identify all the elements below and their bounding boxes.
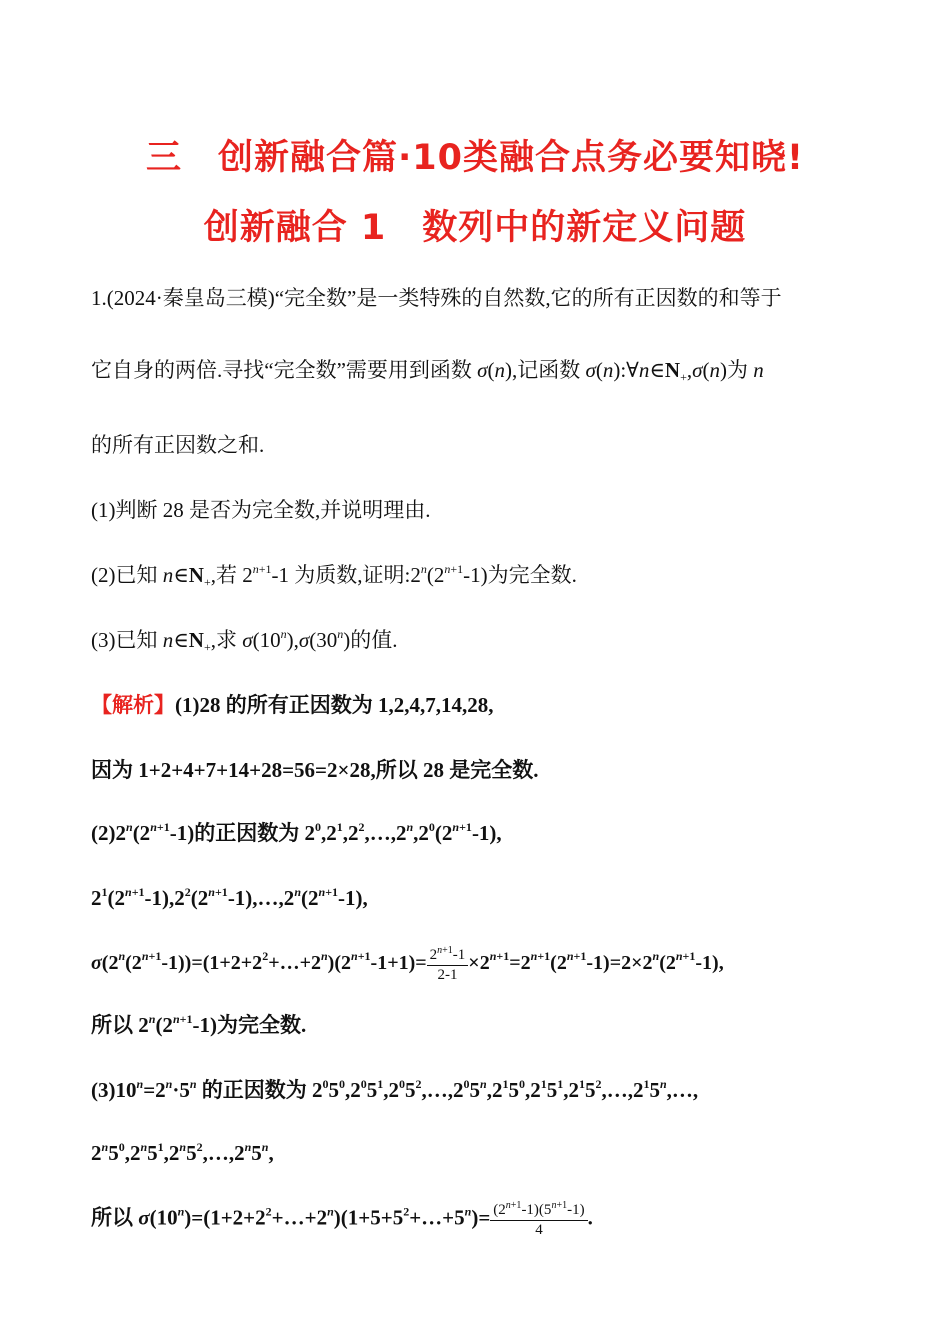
problem-line-3: 的所有正因数之和. bbox=[91, 433, 265, 457]
question-1: (1)判断 28 是否为完全数,并说明理由. bbox=[91, 498, 431, 522]
solution-line-3: $(2)2^n(2^{n+1}-1)$的正因数为 $2^0,2^1,2^2,\dots,2^n,2^0(2^{n+1}-1)$, bbox=[91, 820, 502, 845]
solution-line-1: 【解析】(1)28 的所有正因数为 1,2,4,7,14,28, bbox=[91, 693, 494, 717]
solution-line-5: $\sigma(2^n(2^{n+1}-1))=(1+2+2^2+\dots+2^n)(2^{n+1}-1+1)=$ $\frac{2^{n+1}-1}{2-1}$ $\times 2^{n+1}=2^{n+1}(2^{n+1}-1)=2\times 2^n(2^{n+1}-1)$, bbox=[91, 945, 724, 983]
solution-tag: 【解析】 bbox=[91, 693, 175, 717]
solution-line-4: $2^1(2^{n+1}-1),2^2(2^{n+1}-1),\dots,2^n(2^{n+1}-1)$, bbox=[91, 885, 368, 910]
problem-line-1: 1.(2024·秦皇岛三模)“完全数”是一类特殊的自然数,它的所有正因数的和等于 bbox=[91, 286, 782, 310]
problem-line-2: 它自身的两倍.寻找“完全数”需要用到函数 σ(n),记函数 $\sigma(n):\forall n\in N_+,\sigma(n)$为 n bbox=[91, 358, 764, 384]
section-heading: 三 创新融合篇·10类融合点务必要知晓! bbox=[146, 138, 804, 178]
fraction: $\frac{2^{n+1}-1}{2-1}$ bbox=[427, 945, 469, 984]
solution-line-7: $(3)10^n=2^n\cdot 5^n$ 的正因数为 $2^05^0,2^05^1,2^05^2,\dots,2^05^n,2^15^0,2^15^1,2^15^2,\dots,2^15^n,\dots$, bbox=[91, 1077, 699, 1102]
fraction: $\frac{(2^{n+1}-1)(5^{n+1}-1)}{4}$ bbox=[490, 1200, 587, 1239]
solution-line-8: $2^n5^0,2^n5^1,2^n5^2,\dots,2^n5^n$, bbox=[91, 1140, 274, 1165]
subsection-heading: 创新融合 1 数列中的新定义问题 bbox=[203, 208, 747, 248]
question-3: (3)已知 $n\in N_+$,求 σ(10$^n$),σ(30$^n$)的值. bbox=[91, 627, 398, 654]
solution-line-9: 所以 $\sigma(10^n)=(1+2+2^2+\dots+2^n)(1+5+5^2+\dots+5^n)=$ $\frac{(2^{n+1}-1)(5^{n+1}-1)}{4}$ . bbox=[91, 1200, 593, 1238]
solution-line-6: 所以 $2^n(2^{n+1}-1)$为完全数. bbox=[91, 1012, 307, 1037]
solution-line-2: 因为 1+2+4+7+14+28=56=2×28,所以 28 是完全数. bbox=[91, 758, 539, 782]
question-2: (2)已知 $n\in N_+$,若 $2^{n+1}-1$ 为质数,证明$:2^n(2^{n+1}-1)$为完全数. bbox=[91, 562, 577, 589]
